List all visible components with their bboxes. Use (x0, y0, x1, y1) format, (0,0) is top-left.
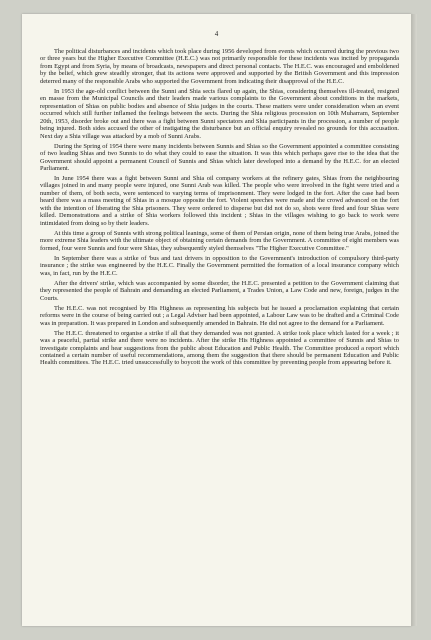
paragraph-2: In 1953 the age-old conflict between the Sunni and Shia sects flared up again, the Shias, considering themselves ill-treated, resigned en masse from the Municipal Councils and their leaders made various complaints to the Government about conditions in the markets, representation of Shias on public bodies and absence of Shia judges in the courts. These matters were under consideration when an event occurred which still further inflamed the feelings between the sects. During the Shia religious procession on 10th Muharram, September 20th, 1953, disorder broke out and there was a fight between Sunni spectators and Shia participants in the procession, a number of people being injured. Both sides accused the other of instigating the disturbance but an official enquiry revealed no grounds for this accusation. Next day a Shia village was attacked by a mob of Sunni Arabs. (40, 87, 399, 140)
paragraph-1: The political disturbances and incidents which took place during 1956 developed from events which occurred during the previous two or three years but the Higher Executive Committee (H.E.C.) was not primarily responsible for these incidents was incited by propaganda from Egypt and from Syria, by means of broadcasts, newspapers and direct personal contacts. The H.E.C. was encouraged and emboldened by the belief, which grew steadily stronger, that its actions were approved and supported by the British Government and this impression deterred many of the responsible Arabs who supported the Government from indicating their disapproval of the H.E.C. (40, 48, 399, 85)
paragraph-4: In June 1954 there was a fight between Sunni and Shia oil company workers at the refinery gates, Shias from the neighbouring villages joined in and many people were injured, one Sunni Arab was killed. The people who were involved in the fight were tried and a number of them, of both sects, were sentenced to varying terms of imprisonment. They were lodged in the fort. After the case had been heard there was a mass meeting of Shias in a mosque opposite the fort. Violent speeches were made and the crowd advanced on the fort with the intention of liberating the Shia prisoners. They were ordered to disperse but did not do so, shots were fired and four Shias were killed. Demonstrations and a strike of Shia workers followed this incident ; Shias in the villages wishing to go back to work were intimidated from doing so by their leaders. (40, 175, 399, 227)
paragraph-9: The H.E.C. threatened to organise a strike if all that they demanded was not granted. A strike took place which lasted for a week ; it was a peaceful, partial strike and there were no incidents. After the strike His Highness appointed a committee of Sunnis and Shias to investigate complaints and hear suggestions from the public about Education and Public Health. The Committee produced a report which contained a certain number of useful recommendations, among them the suggestion that there should be permanent Education and Public Health committees. The H.E.C. tried unsuccessfully to boycott the work of this committee by preventing people from appearing before it. (40, 329, 399, 367)
paragraph-8: The H.E.C. was not recognised by His Highness as representing his subjects but he issued a proclamation explaining that certain reforms were in the course of being carried out ; a Legal Adviser had been appointed, a Labour Law was to be drafted and a Criminal Code was in preparation. It was prepared in London and subsequently amended in Bahrain. He did not agree to the demand for a Parliament. (40, 304, 399, 327)
document-page (22, 14, 411, 626)
paragraph-7: After the drivers' strike, which was accompanied by some disorder, the H.E.C. presented a petition to the Government claiming that they represented the people of Bahrain and demanding an elected Parliament, a Trades Union, a Law Code and new, foreign, judges in the Courts. (40, 279, 399, 302)
paragraph-3: During the Spring of 1954 there were many incidents between Sunnis and Shias so the Government appointed a committee consisting of two leading Shias and two Sunnis to do what they could to ease the situation. It was this which perhaps gave rise to the idea that the Government should appoint a permanent Council of Sunnis and Shias which later developed into a demand by the H.E.C. for an elected Parliament. (40, 142, 399, 172)
paragraph-6: In September there was a strike of 'bus and taxi drivers in opposition to the Government's introduction of compulsory third-party insurance ; the strike was engineered by the H.E.C. Finally the Government permitted the formation of a local insurance company which was, in fact, run by the H.E.C. (40, 254, 399, 277)
page-edge (411, 14, 417, 626)
page-number: 4 (214, 30, 219, 38)
paragraph-5: At this time a group of Sunnis with strong political leanings, some of them of Persian origin, none of them being true Arabs, joined the more extreme Shia leaders with the ultimate object of obtaining certain demands from the Government. A committee of eight members was formed, four were Sunnis and four were Shias, they subsequently styled themselves "The Higher Executive Committee." (40, 229, 399, 252)
body-text (40, 48, 399, 369)
